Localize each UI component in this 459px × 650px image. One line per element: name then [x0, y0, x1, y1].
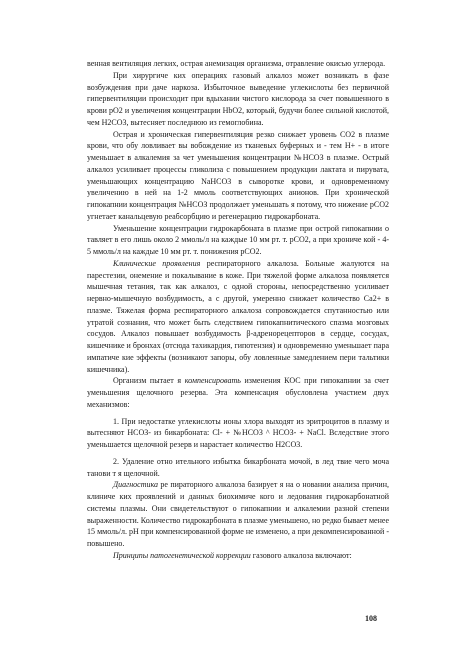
paragraph: [87, 129, 389, 223]
page-body: [87, 58, 389, 562]
paragraph: [87, 479, 389, 550]
text-run: газового алкалоза включают:: [250, 550, 352, 560]
italic-phrase: Принципы патогенетической коррекции: [113, 550, 251, 560]
paragraph: [87, 223, 389, 258]
text-run: При хирургиче ких операциях газовый алкалоз может возникать в фазе возбуждения при даче наркоза. Избыточное выведение углекислоты без первичной гипервентиляции происходит при вдыхании чистого кислорода за счет повышенного в крови рO2 и увеличения концентрации HbO2, который, будучи более сильной кислотой, чем H2CO3, вытесняет последнюю из гемоглобина.: [87, 70, 389, 127]
text-run: 1. При недостатке углекислоты ионы хлора выходят из эритроцитов в плазму и вытесняют НСОЗ- из бикарбоната: Cl- + №НСОЗ ^ НСОЗ- + NaCl. Вследствие этого уменьшается щелочной резерв и нарастает количество H2CO3.: [87, 416, 389, 449]
text-run: венная вентиляция легких, острая анемизация организма, отравление окисью углерода.: [87, 59, 386, 68]
italic-phrase: Диагностика: [113, 480, 159, 490]
page-number: 108: [365, 614, 377, 623]
text-run: ре пираторного алкалоза базирует я на о новании анализа причин, клиниче ких проявлений и данных биохимиче кого и ледования гидрокарбонатной системы плазмы. Они свидетельствуют о гипокапнии и алкалемии разной степени выраженности. Количество гидрокарбоната в плазме уменьшено, но редко бывает менее 15 ммоль/л. рH при компенсированной форме не изменено, а при декомпенсированной - повышено.: [87, 480, 389, 548]
paragraph: [87, 258, 389, 376]
text-run: Уменьшение концентрации гидрокарбоната в плазме при острой гипокапнии о тавляет в его лишь около 2 ммоль/л на каждые 10 мм рт. т. рCO2, а при хрониче кой - 4-5 ммоль/л на каждые 10 мм рт. т. понижения рCO2.: [87, 223, 389, 256]
text-run: респираторного алкалоза. Больные жалуются на парестезии, онемение и покалывание в коже. При тяжелой форме алкалоза появляется мышечная тетания, так как алкалоз, с одной стороны, непосредственно усиливает нервно-мышечную возбудимость, а с другой, умеренно снижает количество Ca2+ в плазме. Тяжелая форма респираторного алкалоза сопровождается спутанностью или утратой сознания, что может быть следствием гипокапнитического спазма мозговых сосудов. Алкалоз повышает возбудимость β-адренорецепторов в сердце, сосудах, кишечнике и бронхах (отсюда тахикардия, гипотензия) и одновременно уменьшает пара импатиче кие эффекты (возникают запоры, обу ловленные замедлением пери тальтики кишечника).: [87, 258, 389, 374]
paragraph: [87, 58, 389, 70]
text-run: Острая и хроническая гипервентиляция резко снижает уровень CO2 в плазме крови, что обу ловливает вы вобождение из тканевых буферных и - тем H+ - в итоге уменьшает в алкалемия за чет уменьшения концентрации №НСОЗ в плазме. Острый алкалоз усиливает процессы гликолиза с повышением продукции лактата и пирувата, уменьшающих концентрацию NaHCO3 в сыворотке крови, и одновременному увеличению в ней на 1-2 ммоль соответствующих анионов. При хронической гипокапнии концентрация №НСОЗ продолжает уменьшать я потому, что нижение рCO2 угнетает канальцевую реабсорбцию и регенерацию гидрокарбоната.: [87, 129, 389, 221]
paragraph: [87, 375, 389, 410]
paragraph: [87, 456, 389, 480]
paragraph: [87, 70, 389, 129]
text-run: Организм пытает я: [113, 376, 185, 386]
paragraph: [87, 550, 389, 562]
text-run: изменения КОС при гипокапнии за счет уменьшения щелочного резерва. Эта компенсация обусловлена участием двух механизмов:: [87, 376, 390, 409]
text-run: 2. Удаление отно ительного избытка бикарбоната мочой, в лед твие чего моча танови т я щелочной.: [87, 456, 389, 478]
italic-phrase: компенсировать: [184, 376, 241, 386]
paragraph: [87, 416, 389, 451]
italic-phrase: Клинические проявления: [113, 258, 201, 268]
